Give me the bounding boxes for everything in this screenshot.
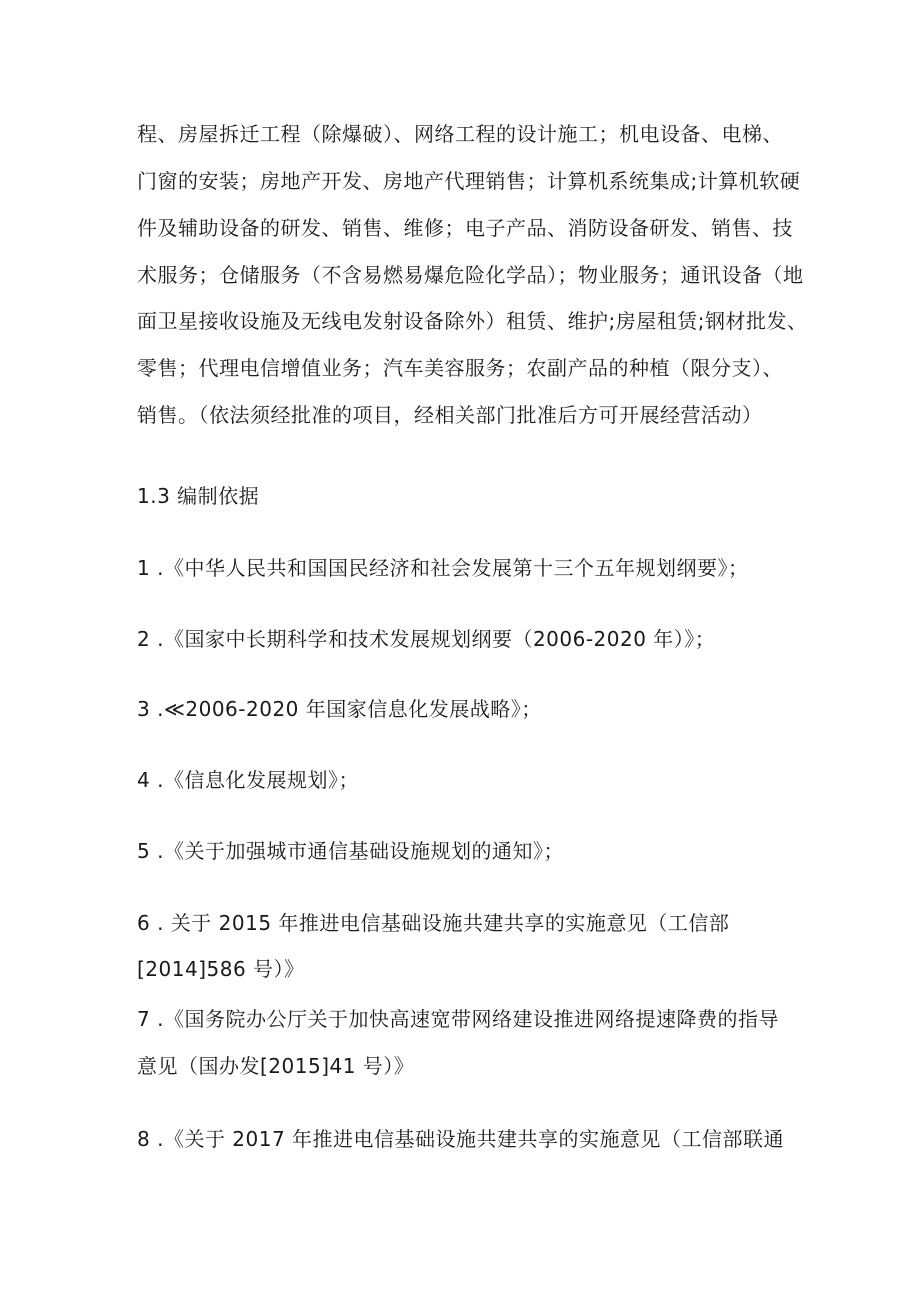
reference-item-5: 5 .《关于加强城市通信基础设施规划的通知》； bbox=[137, 839, 564, 863]
reference-item-1: 1 .《中华人民共和国国民经济和社会发展第十三个五年规划纲要》； bbox=[137, 556, 749, 580]
reference-item-6: 6 . 关于 2015 年推进电信基础设施共建共享的实施意见（工信部 bbox=[137, 911, 730, 935]
paragraph-line-1: 程、房屋拆迁工程（除爆破）、网络工程的设计施工；机电设备、电梯、 bbox=[137, 122, 783, 146]
paragraph-line-7: 销售。（依法须经批准的项目，经相关部门批准后方可开展经营活动） bbox=[137, 403, 763, 427]
reference-item-4: 4 .《信息化发展规划》； bbox=[137, 768, 359, 792]
reference-item-7-continued: 意见（国办发[2015]41 号）》 bbox=[137, 1054, 415, 1078]
reference-item-3: 3 .≪2006-2020 年国家信息化发展战略》； bbox=[137, 697, 542, 721]
reference-item-8: 8 .《关于 2017 年推进电信基础设施共建共享的实施意见（工信部联通 bbox=[137, 1127, 785, 1151]
paragraph-line-6: 零售；代理电信增值业务；汽车美容服务；农副产品的种植（限分支）、 bbox=[137, 356, 783, 380]
paragraph-line-2: 门窗的安装；房地产开发、房地产代理销售；计算机系统集成;计算机软硬 bbox=[137, 169, 801, 193]
paragraph-line-5: 面卫星接收设施及无线电发射设备除外）租赁、维护;房屋租赁;钢材批发、 bbox=[137, 309, 808, 333]
paragraph-line-4: 术服务；仓储服务（不含易燃易爆危险化学品）；物业服务；通讯设备（地 bbox=[137, 263, 804, 287]
paragraph-line-3: 件及辅助设备的研发、销售、维修；电子产品、消防设备研发、销售、技 bbox=[137, 216, 793, 240]
reference-item-2: 2 .《国家中长期科学和技术发展规划纲要（2006-2020 年）》； bbox=[137, 627, 716, 651]
section-heading: 1.3 编制依据 bbox=[137, 484, 260, 508]
reference-item-6-continued: [2014]586 号）》 bbox=[137, 957, 305, 981]
reference-item-7: 7 .《国务院办公厅关于加快高速宽带网络建设推进网络提速降费的指导 bbox=[137, 1007, 779, 1031]
